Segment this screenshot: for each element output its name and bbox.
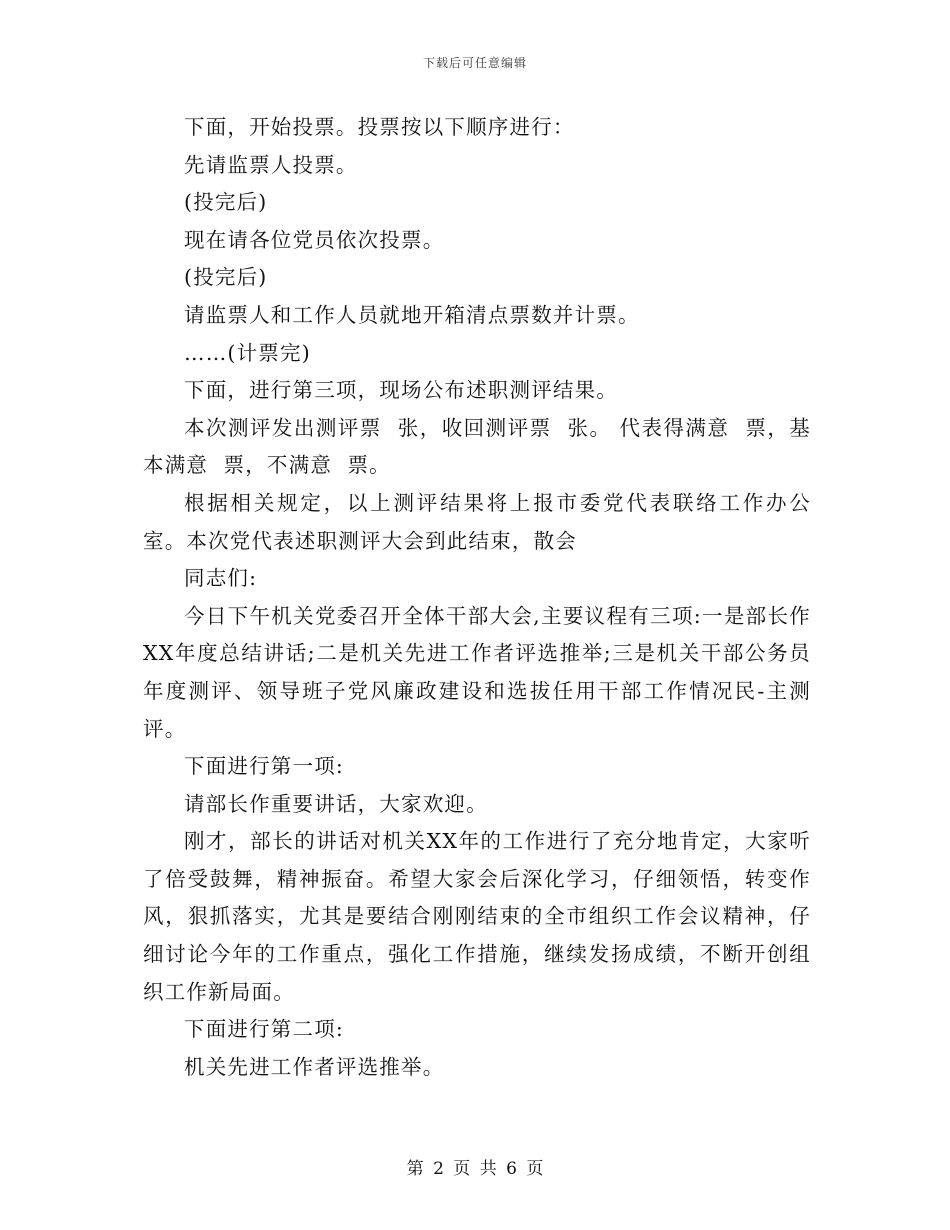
paragraph: 请部长作重要讲话，大家欢迎。: [184, 791, 488, 816]
paragraph: 请监票人和工作人员就地开箱清点票数并计票。: [184, 302, 640, 327]
paragraph: 刚才，部长的讲话对机关XX年的工作进行了充分地肯定，大家听了倍受鼓舞，精神振奋。希望大家会后深化学习，仔细领悟，转变作风，狠抓落实，尤其是要结合刚刚结束的全市组织工作会议精神，仔细讨论今年的工作重点，强化工作措施，继续发扬成绩，不断开创组织工作新局面。: [143, 829, 811, 1004]
paragraph: 下面进行第一项:: [184, 754, 345, 779]
paragraph: 先请监票人投票。: [184, 152, 358, 177]
paragraph: ……(计票完): [184, 340, 311, 365]
paragraph: 今日下午机关党委召开全体干部大会,主要议程有三项:一是部长作XX年度总结讲话;二是机关先进工作者评选推举;三是机关干部公务员年度测评、领导班子党风廉政建设和选拔任用干部工作情况民-主测评。: [143, 603, 811, 741]
paragraph: (投完后): [184, 190, 268, 215]
paragraph: 下面，开始投票。投票按以下顺序进行：: [184, 115, 575, 139]
paragraph: 本次测评发出测评票 张，收回测评票 张。 代表得满意 票，基本满意 票，不满意 票。: [143, 415, 811, 478]
paragraph: 机关先进工作者评选推举。: [184, 1054, 445, 1079]
document-body: [143, 109, 811, 1086]
paragraph: 同志们:: [184, 566, 258, 591]
page-number: 第 2 页 共 6 页: [406, 1159, 544, 1179]
page-header: 下载后可任意编辑: [422, 56, 527, 70]
paragraph: 下面，进行第三项，现场公布述职测评结果。: [184, 378, 618, 403]
paragraph: 下面进行第二项:: [184, 1017, 345, 1042]
paragraph: (投完后): [184, 265, 268, 290]
paragraph: 根据相关规定，以上测评结果将上报市委党代表联络工作办公室。本次党代表述职测评大会到此结束，散会: [143, 490, 811, 553]
paragraph: 现在请各位党员依次投票。: [184, 227, 445, 252]
